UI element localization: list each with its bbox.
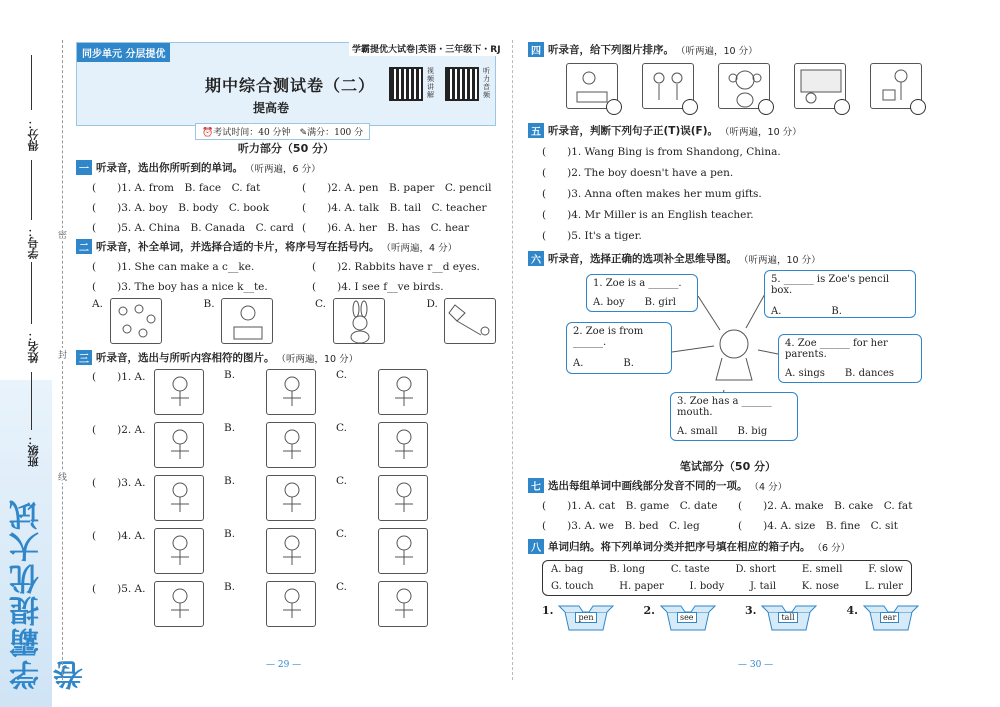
man-face-image (378, 422, 428, 468)
category-box-number: 4. (846, 604, 858, 617)
s5-item: ( )4. Mr Miller is an English teacher. (542, 209, 754, 221)
s5-item: ( )5. It's a tiger. (542, 230, 642, 242)
score-field-label: 得分： (27, 118, 40, 151)
s3-rows (76, 369, 496, 627)
word-bank-item: A. bag (551, 564, 584, 575)
name-line (31, 262, 32, 324)
word-bank-item: K. nose (801, 581, 840, 592)
page-number-right: — 30 — (738, 660, 774, 670)
woman-face-image (266, 422, 316, 468)
boy-face-image (154, 422, 204, 468)
page-divider (512, 40, 513, 680)
category-box-word: tall (778, 612, 797, 623)
category-box-number: 3. (744, 604, 757, 617)
category-box-number: 2. (643, 604, 655, 617)
s1-row: ( )5. A. China B. Canada C. card ( )6. A. her B. has C. hear (92, 222, 470, 234)
time-icon: ⏰ (202, 128, 214, 138)
exam-subtitle: 提高卷 (253, 101, 290, 115)
qr-code-audio[interactable] (445, 67, 479, 101)
word-bank-item: E. smell (801, 564, 843, 575)
s4-picture-4 (794, 63, 850, 115)
open-box-icon (862, 604, 920, 632)
order-circle[interactable] (758, 99, 774, 115)
word-bank-item: F. slow (868, 564, 903, 575)
section-3-heading: 三 听录音，选出与所听内容相符的图片。 （听两遍，10 分） (76, 350, 496, 365)
binding-spine (0, 0, 89, 707)
spine-brand: 学霸提优大试卷 (10, 498, 89, 690)
birds-card-image (110, 298, 162, 344)
qr-video-label: 视频讲解 (427, 67, 434, 99)
score-line (31, 55, 32, 110)
section-8-heading: 八 单词归纳。将下列单词分类并把序号填在相应的箱子内。 （6 分） (528, 539, 928, 554)
s2-row: ( )3. The boy has a nice k__te. ( )4. I see f__ve birds. (92, 281, 444, 293)
qr-code-video[interactable] (389, 67, 423, 101)
open-box-icon (659, 604, 717, 632)
s3-row: ( )5. A. B. C. (92, 581, 496, 627)
s7-row: ( )3. A. we B. bed C. leg ( )4. A. size B. fine C. sit (542, 520, 898, 532)
girl-ballet-image (378, 528, 428, 574)
s5-item: ( )3. Anna often makes her mum gifts. (542, 188, 762, 200)
right-page (528, 42, 928, 670)
mind-map (528, 270, 928, 456)
word-bank-item: I. body (689, 581, 725, 592)
word-bank-item: B. long (609, 564, 646, 575)
s4-images (566, 63, 928, 115)
rabbit-card-image (333, 298, 385, 344)
written-part-title: 笔试部分（50 分） (679, 460, 777, 473)
word-bank-row (551, 564, 903, 575)
boy-standing-image (378, 475, 428, 521)
s4-picture-3 (718, 63, 774, 115)
cake-card-image (221, 298, 273, 344)
category-boxes (542, 604, 928, 632)
order-circle[interactable] (682, 99, 698, 115)
word-bank-row (551, 581, 903, 592)
student-id-line (31, 160, 32, 220)
s3-row: ( )2. A. B. C. (92, 422, 496, 468)
order-circle[interactable] (606, 99, 622, 115)
open-box-icon (760, 604, 818, 632)
girl-standing-image (266, 475, 316, 521)
exam-title: 期中综合测试卷（二） (205, 76, 376, 95)
qr-audio-label: 听力音频 (483, 67, 490, 99)
s5-item: ( )2. The boy doesn't have a pen. (542, 167, 734, 179)
flag-us-image (154, 369, 204, 415)
series-label: 学霸提优大试卷|英语・三年级下・RJ (349, 41, 504, 56)
s3-row: ( )1. A. B. C. (92, 369, 496, 415)
s3-row: ( )3. A. B. C. (92, 475, 496, 521)
girl-reading-image (154, 528, 204, 574)
section-5-heading: 五 听录音，判断下列句子正(T)误(F)。 （听两遍，10 分） (528, 123, 928, 138)
flag-au-image (378, 369, 428, 415)
category-box-number: 1. (542, 604, 554, 617)
boy-painting-image (266, 528, 316, 574)
flag-uk-image (266, 369, 316, 415)
listening-part-title: 听力部分（50 分） (237, 142, 335, 155)
s1-row: ( )3. A. boy B. body C. book ( )4. A. talk B. tail C. teacher (92, 202, 487, 214)
category-box-word: ear (880, 612, 899, 623)
s2-card-options: A. B. C. D. (92, 298, 496, 344)
category-box[interactable] (643, 604, 716, 632)
s2-row: ( )1. She can make a c__ke. ( )2. Rabbits have r__d eyes. (92, 261, 480, 273)
word-bank-item: H. paper (619, 581, 664, 592)
class-line (31, 372, 32, 430)
section-4-heading: 四 听录音，给下列图片排序。 （听两遍，10 分） (528, 42, 928, 57)
open-box-icon (557, 604, 615, 632)
s3-row: ( )4. A. B. C. (92, 528, 496, 574)
category-box-word: see (677, 612, 697, 623)
name-field-label: 姓名： (27, 330, 40, 363)
order-circle[interactable] (910, 99, 926, 115)
category-box-word: pen (575, 612, 596, 623)
order-circle[interactable] (834, 99, 850, 115)
section-1-heading: 一 听录音，选出你所听到的单词。 （听两遍，6 分） (76, 160, 496, 175)
cut-char-2: 封 (58, 348, 67, 361)
s4-picture-5 (870, 63, 926, 115)
mind-box-1: 1. Zoe is a ______. A. boy B. girl (586, 274, 698, 312)
section-2-heading: 二 听录音，补全单词，并选择合适的卡片，将序号写在括号内。 （听两遍，4 分） (76, 239, 496, 254)
word-bank-item: J. tail (750, 581, 777, 592)
page-number-left: — 29 — (266, 660, 302, 670)
category-box[interactable] (846, 604, 919, 632)
cut-char-3: 线 (58, 470, 67, 483)
s4-picture-2 (642, 63, 698, 115)
section-7-heading: 七 选出每组单词中画线部分发音不同的一项。 （4 分） (528, 478, 928, 493)
s7-row: ( )1. A. cat B. game C. date ( )2. A. make B. cake C. fat (542, 500, 913, 512)
mind-box-3: 3. Zoe has a ______ mouth. A. small B. big (670, 392, 798, 441)
student-id-field-label: 学号： (27, 226, 40, 259)
word-bank-item: D. short (735, 564, 776, 575)
section-6-heading: 六 听录音，选择正确的选项补全思维导图。 （听两遍，10 分） (528, 251, 928, 266)
mind-box-2: 2. Zoe is from ______. A. B. (566, 322, 672, 374)
mind-box-5: 5. ______ is Zoe's pencil box. A. B. (764, 270, 916, 318)
schoolbag-image (378, 581, 428, 627)
exam-meta: ⏰考试时间：40 分钟 ✎满分：100 分 (195, 123, 370, 140)
cut-char-1: 密 (58, 228, 67, 241)
word-bank-item: G. touch (551, 581, 594, 592)
mind-box-4: 4. Zoe ______ for her parents. A. sings B. dances (778, 334, 922, 383)
category-box[interactable] (745, 604, 818, 632)
pen-image (266, 581, 316, 627)
class-field-label: 班级： (27, 434, 40, 467)
word-bank-item: C. taste (670, 564, 710, 575)
word-bank-item: L. ruler (864, 581, 903, 592)
kite-card-image (444, 298, 496, 344)
girl-dancing-image (154, 475, 204, 521)
score-icon: ✎ (299, 128, 308, 138)
word-bank (542, 560, 912, 596)
book-image (154, 581, 204, 627)
exam-header (76, 42, 501, 138)
category-box[interactable] (542, 604, 615, 632)
unit-tag: 同步单元 分层提优 (77, 43, 170, 62)
s1-row: ( )1. A. from B. face C. fat ( )2. A. pen B. paper C. pencil (92, 182, 492, 194)
left-page (76, 42, 501, 670)
s4-picture-1 (566, 63, 622, 115)
s5-item: ( )1. Wang Bing is from Shandong, China. (542, 146, 781, 158)
